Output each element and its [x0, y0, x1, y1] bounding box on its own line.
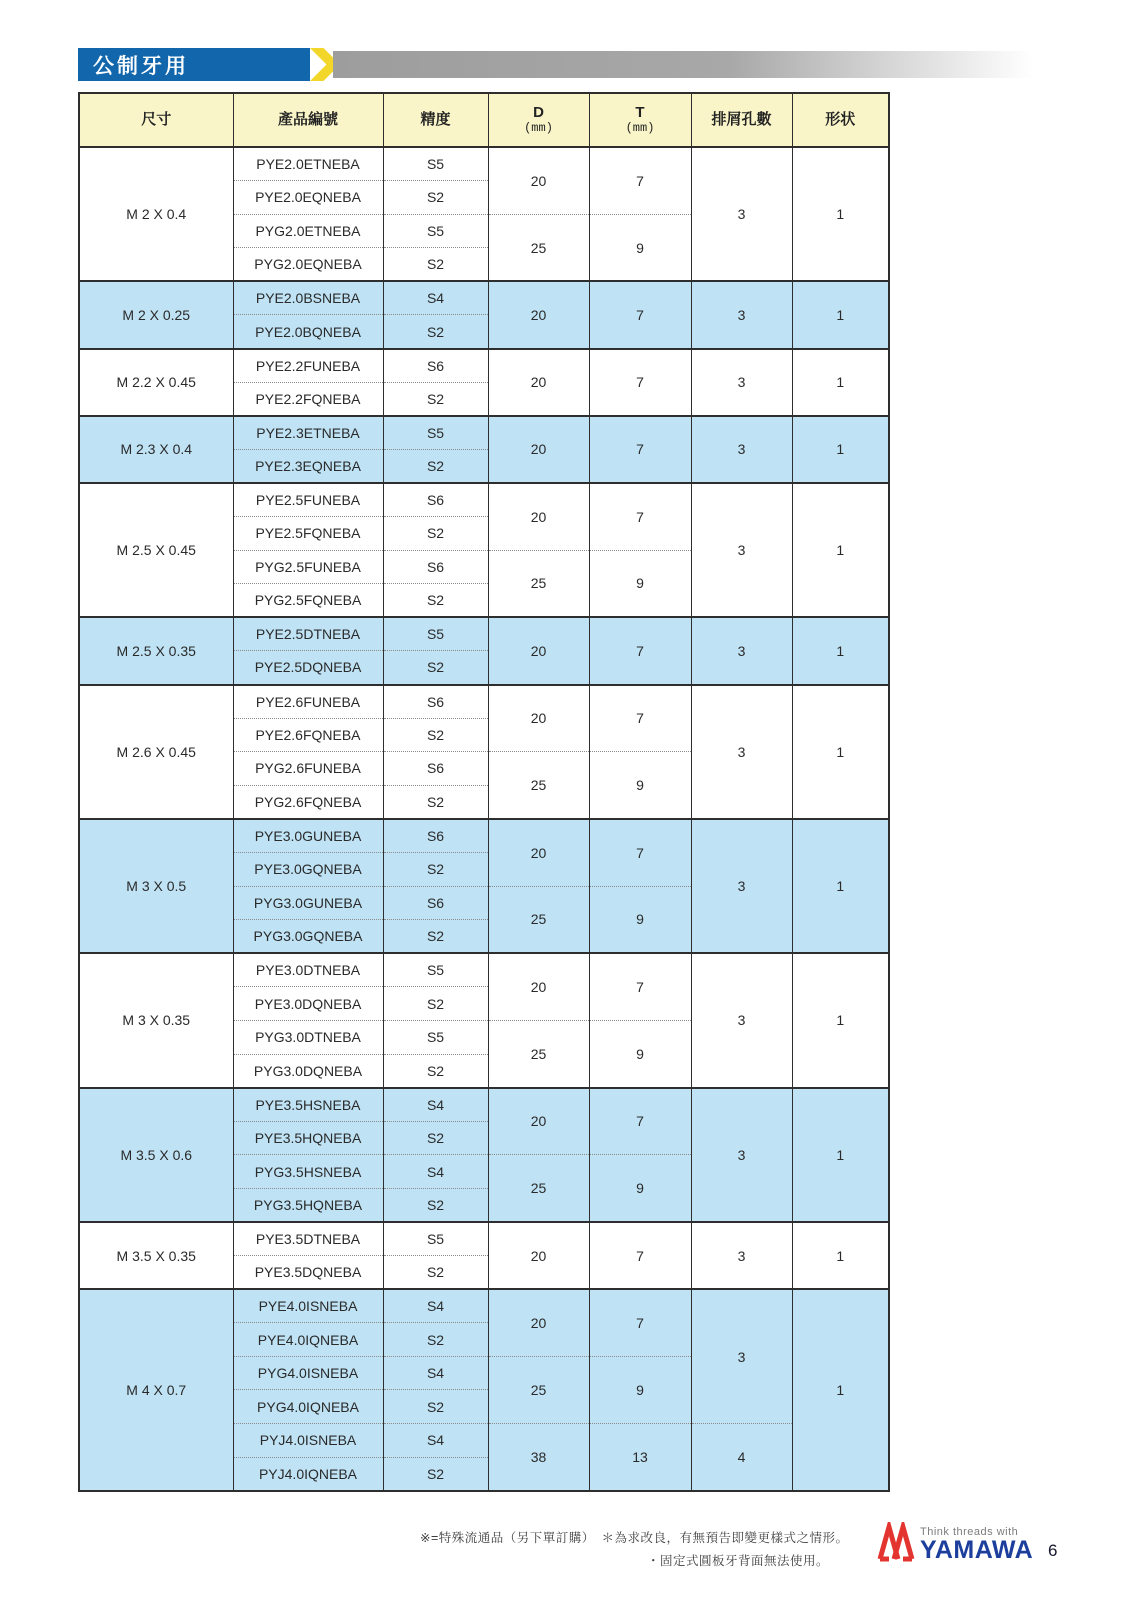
part-number-cell: PYE2.5FUNEBA	[233, 483, 383, 517]
part-number-cell: PYJ4.0IQNEBA	[233, 1457, 383, 1491]
t-value-cell: 7	[589, 685, 691, 752]
table-row	[79, 953, 889, 987]
part-number-cell: PYE2.3ETNEBA	[233, 416, 383, 450]
part-number-cell: PYE2.2FQNEBA	[233, 382, 383, 416]
part-number-cell: PYG3.5HQNEBA	[233, 1188, 383, 1222]
part-number-cell: PYE4.0ISNEBA	[233, 1289, 383, 1323]
part-number-cell: PYE2.0BSNEBA	[233, 281, 383, 315]
t-value-cell: 7	[589, 1289, 691, 1356]
table-header-row	[79, 93, 889, 147]
t-value-cell: 9	[589, 1020, 691, 1087]
part-number-cell: PYE2.2FUNEBA	[233, 349, 383, 383]
part-number-cell: PYG3.0GUNEBA	[233, 886, 383, 920]
part-number-cell: PYE2.5FQNEBA	[233, 517, 383, 551]
part-number-cell: PYG4.0ISNEBA	[233, 1356, 383, 1390]
part-number-cell: PYE3.5DTNEBA	[233, 1222, 383, 1256]
product-table-body	[79, 147, 889, 1491]
d-value-cell: 25	[488, 752, 589, 819]
part-number-cell: PYG2.6FQNEBA	[233, 785, 383, 819]
accuracy-cell: S6	[383, 752, 488, 786]
footnote-line-2: ・固定式圓板牙背面無法使用。	[647, 1554, 830, 1568]
part-number-cell: PYE2.0BQNEBA	[233, 315, 383, 349]
d-value-cell: 25	[488, 550, 589, 617]
t-value-cell: 9	[589, 1155, 691, 1222]
table-row	[79, 1222, 889, 1256]
d-value-cell: 25	[488, 214, 589, 281]
accuracy-cell: S4	[383, 1356, 488, 1390]
accuracy-cell: S2	[383, 651, 488, 685]
part-number-cell: PYE2.0ETNEBA	[233, 147, 383, 181]
size-cell: M 3 X 0.5	[79, 819, 233, 953]
product-table	[78, 92, 890, 1492]
shape-cell: 1	[792, 1289, 889, 1491]
d-value-cell: 25	[488, 1155, 589, 1222]
holes-cell: 3	[691, 147, 792, 281]
accuracy-cell: S6	[383, 483, 488, 517]
accuracy-cell: S4	[383, 281, 488, 315]
accuracy-cell: S2	[383, 1457, 488, 1491]
accuracy-cell: S2	[383, 852, 488, 886]
part-number-cell: PYE2.0EQNEBA	[233, 181, 383, 215]
d-value-cell: 20	[488, 953, 589, 1020]
part-number-cell: PYG3.0GQNEBA	[233, 920, 383, 954]
holes-cell: 3	[691, 483, 792, 617]
part-number-cell: PYE2.6FUNEBA	[233, 685, 383, 719]
accuracy-cell: S5	[383, 214, 488, 248]
accuracy-cell: S2	[383, 248, 488, 282]
header-t-label: T	[635, 104, 645, 122]
t-value-cell: 7	[589, 953, 691, 1020]
shape-cell: 1	[792, 1222, 889, 1289]
holes-cell: 3	[691, 1289, 792, 1423]
part-number-cell: PYG2.5FQNEBA	[233, 584, 383, 618]
shape-cell: 1	[792, 281, 889, 348]
accuracy-cell: S2	[383, 1390, 488, 1424]
part-number-cell: PYG3.0DTNEBA	[233, 1020, 383, 1054]
d-value-cell: 20	[488, 1289, 589, 1356]
size-cell: M 2.2 X 0.45	[79, 349, 233, 416]
shape-cell: 1	[792, 685, 889, 819]
shape-cell: 1	[792, 483, 889, 617]
shape-cell: 1	[792, 416, 889, 483]
accuracy-cell: S2	[383, 785, 488, 819]
accuracy-cell: S2	[383, 449, 488, 483]
part-number-cell: PYG3.5HSNEBA	[233, 1155, 383, 1189]
size-cell: M 2 X 0.25	[79, 281, 233, 348]
accuracy-cell: S6	[383, 550, 488, 584]
holes-cell: 3	[691, 416, 792, 483]
t-value-cell: 7	[589, 1088, 691, 1155]
page-number: 6	[1048, 1541, 1058, 1560]
accuracy-cell: S2	[383, 987, 488, 1021]
d-value-cell: 20	[488, 349, 589, 416]
holes-cell: 3	[691, 819, 792, 953]
part-number-cell: PYG2.5FUNEBA	[233, 550, 383, 584]
table-row	[79, 685, 889, 719]
part-number-cell: PYE2.5DQNEBA	[233, 651, 383, 685]
header-d-unit: (mm)	[524, 120, 553, 135]
shape-cell: 1	[792, 147, 889, 281]
shape-cell: 1	[792, 617, 889, 684]
part-number-cell: PYE3.5DQNEBA	[233, 1256, 383, 1290]
table-row	[79, 617, 889, 651]
header-size: 尺寸	[79, 93, 233, 147]
table-row	[79, 483, 889, 517]
accuracy-cell: S6	[383, 349, 488, 383]
accuracy-cell: S2	[383, 584, 488, 618]
banner-gray-bar	[333, 51, 1055, 78]
accuracy-cell: S2	[383, 1054, 488, 1088]
t-value-cell: 9	[589, 886, 691, 953]
t-value-cell: 13	[589, 1424, 691, 1491]
logo-tagline: Think threads with	[920, 1526, 1019, 1538]
part-number-cell: PYE2.5DTNEBA	[233, 617, 383, 651]
table-row	[79, 349, 889, 383]
accuracy-cell: S5	[383, 416, 488, 450]
d-value-cell: 20	[488, 416, 589, 483]
header-part-number: 產品編號	[233, 93, 383, 147]
table-row	[79, 281, 889, 315]
accuracy-cell: S2	[383, 382, 488, 416]
table-row	[79, 147, 889, 181]
header-chip-holes: 排屑孔數	[691, 93, 792, 147]
accuracy-cell: S2	[383, 181, 488, 215]
t-value-cell: 9	[589, 550, 691, 617]
logo-brand: YAMAWA	[920, 1536, 1034, 1564]
header-accuracy: 精度	[383, 93, 488, 147]
d-value-cell: 20	[488, 483, 589, 550]
holes-cell: 3	[691, 1088, 792, 1222]
table-row	[79, 1088, 889, 1122]
d-value-cell: 38	[488, 1424, 589, 1491]
header-d	[488, 93, 589, 147]
size-cell: M 2.5 X 0.45	[79, 483, 233, 617]
t-value-cell: 7	[589, 617, 691, 684]
logo-texts	[920, 1522, 1033, 1563]
holes-cell: 3	[691, 953, 792, 1087]
part-number-cell: PYE3.5HSNEBA	[233, 1088, 383, 1122]
part-number-cell: PYE3.0GUNEBA	[233, 819, 383, 853]
accuracy-cell: S2	[383, 1188, 488, 1222]
holes-cell: 3	[691, 685, 792, 819]
accuracy-cell: S2	[383, 718, 488, 752]
size-cell: M 3.5 X 0.6	[79, 1088, 233, 1222]
part-number-cell: PYE3.0DTNEBA	[233, 953, 383, 987]
holes-cell: 3	[691, 617, 792, 684]
accuracy-cell: S2	[383, 517, 488, 551]
yamawa-logo	[876, 1522, 1033, 1563]
d-value-cell: 20	[488, 819, 589, 886]
footnote-line-1: ※=特殊流通品（另下單訂購） ＊為求改良，有無預告即變更樣式之情形。	[420, 1531, 849, 1545]
accuracy-cell: S5	[383, 1222, 488, 1256]
part-number-cell: PYG2.0EQNEBA	[233, 248, 383, 282]
size-cell: M 2 X 0.4	[79, 147, 233, 281]
yamawa-mark-icon	[876, 1522, 916, 1562]
t-value-cell: 7	[589, 1222, 691, 1289]
accuracy-cell: S6	[383, 886, 488, 920]
size-cell: M 2.6 X 0.45	[79, 685, 233, 819]
shape-cell: 1	[792, 1088, 889, 1222]
section-title: 公制牙用	[93, 54, 189, 78]
accuracy-cell: S4	[383, 1088, 488, 1122]
t-value-cell: 9	[589, 1356, 691, 1423]
accuracy-cell: S6	[383, 685, 488, 719]
accuracy-cell: S4	[383, 1289, 488, 1323]
size-cell: M 2.3 X 0.4	[79, 416, 233, 483]
accuracy-cell: S2	[383, 1256, 488, 1290]
part-number-cell: PYG3.0DQNEBA	[233, 1054, 383, 1088]
accuracy-cell: S2	[383, 1121, 488, 1155]
part-number-cell: PYE4.0IQNEBA	[233, 1323, 383, 1357]
shape-cell: 1	[792, 349, 889, 416]
d-value-cell: 25	[488, 886, 589, 953]
accuracy-cell: S5	[383, 953, 488, 987]
t-value-cell: 7	[589, 349, 691, 416]
size-cell: M 3.5 X 0.35	[79, 1222, 233, 1289]
header-t	[589, 93, 691, 147]
d-value-cell: 25	[488, 1020, 589, 1087]
table-row	[79, 1289, 889, 1323]
t-value-cell: 7	[589, 483, 691, 550]
accuracy-cell: S5	[383, 617, 488, 651]
d-value-cell: 20	[488, 617, 589, 684]
part-number-cell: PYE3.0DQNEBA	[233, 987, 383, 1021]
t-value-cell: 7	[589, 281, 691, 348]
accuracy-cell: S6	[383, 819, 488, 853]
t-value-cell: 7	[589, 147, 691, 214]
size-cell: M 2.5 X 0.35	[79, 617, 233, 684]
size-cell: M 4 X 0.7	[79, 1289, 233, 1491]
accuracy-cell: S5	[383, 147, 488, 181]
shape-cell: 1	[792, 953, 889, 1087]
part-number-cell: PYJ4.0ISNEBA	[233, 1424, 383, 1458]
part-number-cell: PYG2.0ETNEBA	[233, 214, 383, 248]
holes-cell: 3	[691, 349, 792, 416]
t-value-cell: 7	[589, 819, 691, 886]
accuracy-cell: S4	[383, 1155, 488, 1189]
part-number-cell: PYE2.6FQNEBA	[233, 718, 383, 752]
d-value-cell: 20	[488, 1088, 589, 1155]
table-row	[79, 416, 889, 450]
part-number-cell: PYE2.3EQNEBA	[233, 449, 383, 483]
d-value-cell: 20	[488, 281, 589, 348]
d-value-cell: 20	[488, 1222, 589, 1289]
accuracy-cell: S2	[383, 920, 488, 954]
d-value-cell: 20	[488, 147, 589, 214]
size-cell: M 3 X 0.35	[79, 953, 233, 1087]
accuracy-cell: S4	[383, 1424, 488, 1458]
accuracy-cell: S5	[383, 1020, 488, 1054]
part-number-cell: PYG4.0IQNEBA	[233, 1390, 383, 1424]
t-value-cell: 7	[589, 416, 691, 483]
accuracy-cell: S2	[383, 315, 488, 349]
section-banner	[78, 48, 310, 81]
shape-cell: 1	[792, 819, 889, 953]
header-d-label: D	[533, 104, 544, 122]
header-t-unit: (mm)	[625, 120, 655, 135]
t-value-cell: 9	[589, 752, 691, 819]
t-value-cell: 9	[589, 214, 691, 281]
part-number-cell: PYE3.0GQNEBA	[233, 852, 383, 886]
part-number-cell: PYE3.5HQNEBA	[233, 1121, 383, 1155]
table-row	[79, 819, 889, 853]
header-shape: 形状	[792, 93, 889, 147]
d-value-cell: 25	[488, 1356, 589, 1423]
holes-cell: 3	[691, 1222, 792, 1289]
part-number-cell: PYG2.6FUNEBA	[233, 752, 383, 786]
holes-cell: 3	[691, 281, 792, 348]
d-value-cell: 20	[488, 685, 589, 752]
holes-cell: 4	[691, 1424, 792, 1491]
accuracy-cell: S2	[383, 1323, 488, 1357]
